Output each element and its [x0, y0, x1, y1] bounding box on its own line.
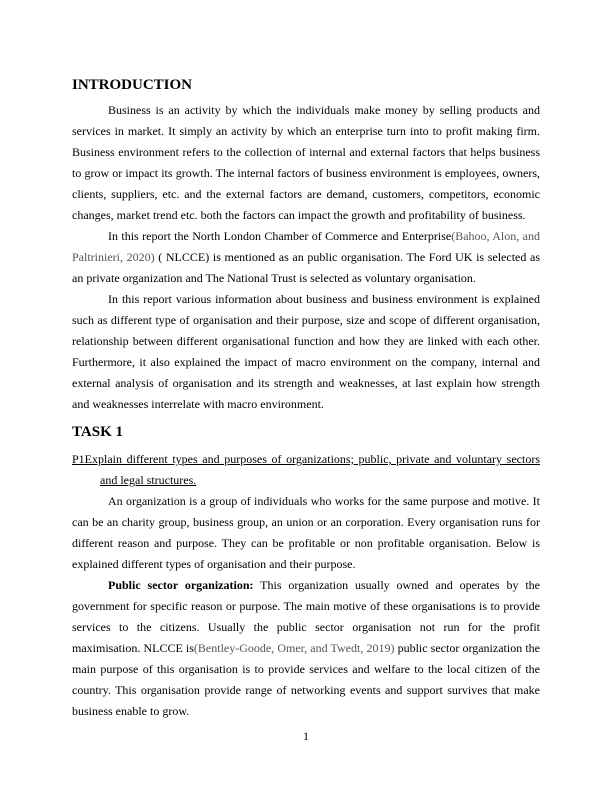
public-sector-text-b: public sector organization the main purpose of this organisation is to provide services and welfare to the local citizen of the country. This organisation provide range of networking events and support survives that make business enable to grow. — [72, 641, 540, 718]
public-sector-label: Public sector organization: — [108, 578, 254, 592]
task-paragraph-1: An organization is a group of individuals who works for the same purpose and motive. It can be an charity group, business group, an union or an corporation. Every organisation runs for different reason and purpose. They can be profitable or non profitable organisation. Below is explained different types of organisation and their purpose. — [72, 494, 540, 571]
intro-paragraph-2-text-b: ( NLCCE) is mentioned as an public organisation. The Ford UK is selected as an private organization and The National Trust is selected as voluntary organisation. — [72, 250, 540, 285]
public-sector-paragraph — [72, 575, 540, 722]
public-sector-text-a: This organization usually owned and operates by the government for specific reason or purpose. The main motive of these organisations is to provide services to the citizens. Usually the public sector organisation not run for the profit maximisation. NLCCE is — [72, 578, 541, 655]
task-1-heading: TASK 1 — [72, 424, 123, 440]
introduction-heading: INTRODUCTION — [72, 77, 193, 93]
task-1-subheading: P1Explain different types and purposes of organizations; public, private and voluntary sectors and legal structures. — [72, 452, 540, 487]
citation-bentley-goode: (Bentley-Goode, Omer, and Twedt, 2019) — [193, 641, 395, 655]
intro-paragraph-2-text-a: In this report the North London Chamber of Commerce and Enterprise — [108, 229, 452, 243]
intro-paragraph-2 — [72, 226, 540, 289]
page-content — [72, 76, 540, 722]
page-number: 1 — [303, 729, 309, 743]
intro-paragraph-3: In this report various information about business and business environment is explained such as different type of organisation and their purpose, size and scope of different organisation, relationship between different organisational function and how they are linked with each other. Furthermore, it also explained the impact of macro environment on the company, internal and external analysis of organisation and its strength and weaknesses, at last explain how strength and weaknesses interrelate with macro environment. — [72, 292, 540, 411]
citation-bahoo: (Bahoo, Alon, and Paltrinieri, 2020) — [72, 229, 540, 264]
intro-paragraph-1: Business is an activity by which the individuals make money by selling products and services in market. It simply an activity by which an enterprise turn into to profit making firm. Business environment refers to the collection of internal and external factors that helps business to grow or impact its growth. The internal factors of business environment is employees, owners, clients, suppliers, etc. and the external factors are demand, customers, competitors, economic changes, market trend etc. both the factors can impact the growth and profitability of business. — [72, 103, 540, 222]
